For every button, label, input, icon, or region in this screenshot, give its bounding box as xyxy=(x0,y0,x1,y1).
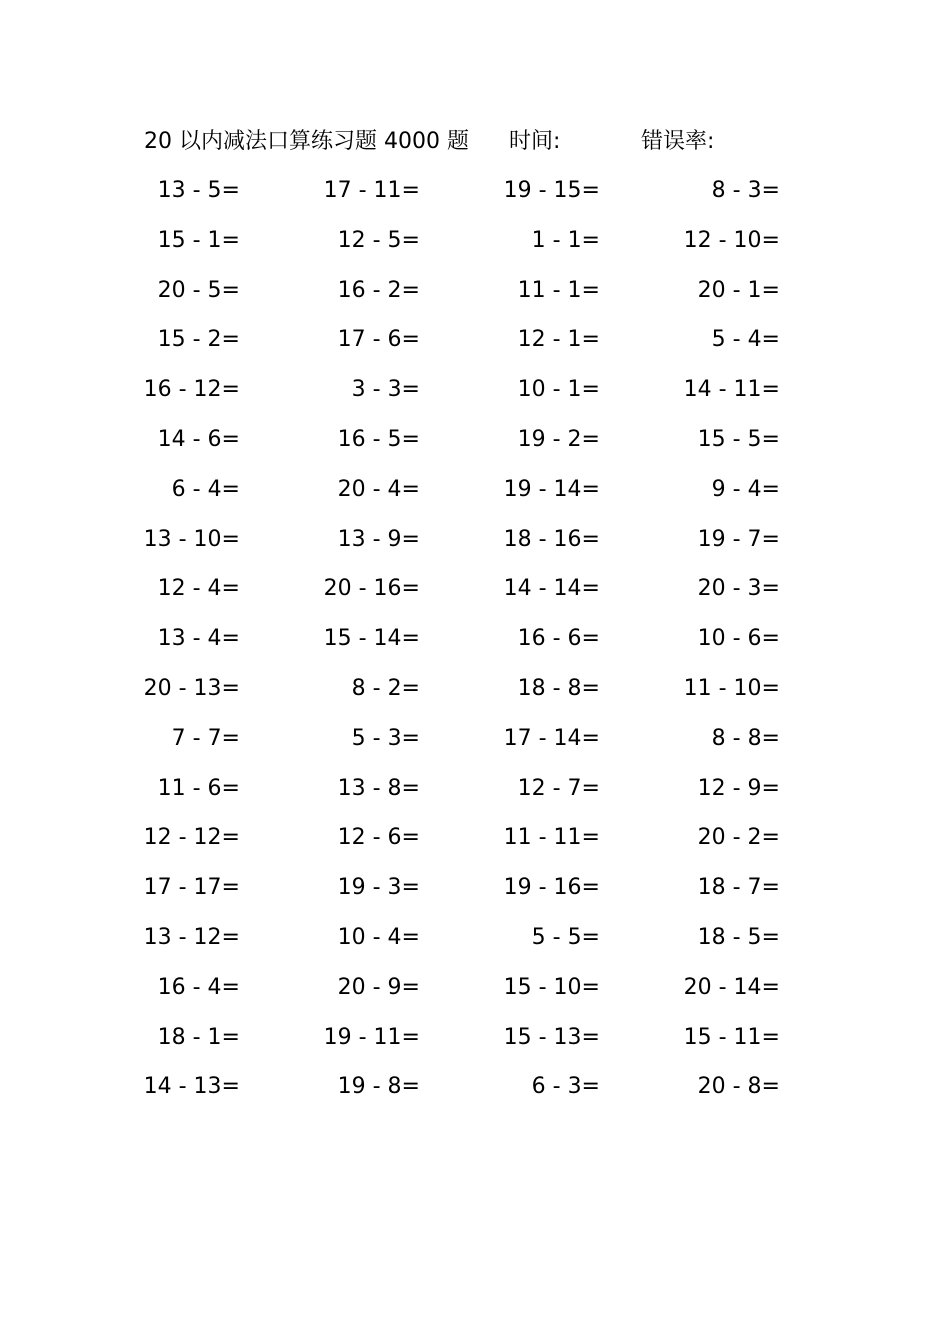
problem-item: 18 - 1= xyxy=(157,1024,240,1050)
problem-item: 5 - 3= xyxy=(351,725,420,751)
problem-item: 19 - 3= xyxy=(337,875,420,901)
problem-item: 12 - 10= xyxy=(683,227,780,253)
problem-row xyxy=(140,817,800,867)
problem-item: 13 - 9= xyxy=(337,526,420,552)
problem-item: 5 - 5= xyxy=(531,924,600,950)
worksheet-title: 20 以内减法口算练习题 4000 题 xyxy=(144,129,469,154)
problem-item: 12 - 7= xyxy=(517,775,600,801)
problem-item: 19 - 11= xyxy=(323,1024,420,1050)
problem-item: 19 - 14= xyxy=(503,476,600,502)
problem-item: 16 - 4= xyxy=(157,974,240,1000)
time-label: 时间: xyxy=(509,129,561,154)
problem-item: 10 - 6= xyxy=(697,626,780,652)
worksheet-header xyxy=(144,124,844,160)
problem-grid xyxy=(140,170,800,1116)
problem-item: 12 - 12= xyxy=(143,825,240,851)
problem-row xyxy=(140,270,800,320)
problem-item: 20 - 4= xyxy=(337,476,420,502)
problem-item: 19 - 2= xyxy=(517,426,600,452)
problem-item: 15 - 1= xyxy=(157,227,240,253)
problem-item: 12 - 1= xyxy=(517,327,600,353)
problem-item: 13 - 5= xyxy=(157,178,240,203)
problem-item: 20 - 13= xyxy=(143,675,240,701)
problem-item: 10 - 1= xyxy=(517,377,600,403)
problem-item: 9 - 4= xyxy=(711,476,780,502)
problem-item: 15 - 11= xyxy=(683,1024,780,1050)
problem-item: 20 - 1= xyxy=(697,277,780,303)
problem-row xyxy=(140,369,800,419)
problem-item: 14 - 11= xyxy=(683,377,780,403)
problem-item: 20 - 8= xyxy=(697,1074,780,1100)
problem-item: 20 - 3= xyxy=(697,576,780,602)
problem-row xyxy=(140,319,800,369)
problem-item: 16 - 2= xyxy=(337,277,420,303)
problem-item: 8 - 3= xyxy=(711,178,780,203)
problem-item: 12 - 9= xyxy=(697,775,780,801)
problem-item: 19 - 8= xyxy=(337,1074,420,1100)
problem-row xyxy=(140,618,800,668)
problem-item: 17 - 14= xyxy=(503,725,600,751)
problem-item: 15 - 13= xyxy=(503,1024,600,1050)
problem-item: 15 - 10= xyxy=(503,974,600,1000)
problem-row xyxy=(140,519,800,569)
problem-item: 5 - 4= xyxy=(711,327,780,353)
problem-item: 12 - 6= xyxy=(337,825,420,851)
problem-item: 16 - 12= xyxy=(143,377,240,403)
problem-row xyxy=(140,668,800,718)
problem-item: 15 - 2= xyxy=(157,327,240,353)
problem-item: 7 - 7= xyxy=(171,725,240,751)
problem-row xyxy=(140,768,800,818)
problem-item: 16 - 6= xyxy=(517,626,600,652)
problem-item: 8 - 2= xyxy=(351,675,420,701)
problem-item: 14 - 6= xyxy=(157,426,240,452)
problem-item: 13 - 10= xyxy=(143,526,240,552)
error-rate-label: 错误率: xyxy=(641,129,715,154)
problem-item: 6 - 4= xyxy=(171,476,240,502)
problem-item: 11 - 11= xyxy=(503,825,600,851)
problem-item: 3 - 3= xyxy=(351,377,420,403)
problem-item: 12 - 5= xyxy=(337,227,420,253)
problem-row xyxy=(140,469,800,519)
problem-item: 17 - 11= xyxy=(323,178,420,203)
problem-item: 11 - 10= xyxy=(683,675,780,701)
problem-item: 16 - 5= xyxy=(337,426,420,452)
problem-row xyxy=(140,568,800,618)
problem-item: 17 - 6= xyxy=(337,327,420,353)
problem-item: 18 - 8= xyxy=(517,675,600,701)
problem-item: 14 - 13= xyxy=(143,1074,240,1100)
problem-item: 20 - 14= xyxy=(683,974,780,1000)
problem-item: 11 - 1= xyxy=(517,277,600,303)
problem-item: 12 - 4= xyxy=(157,576,240,602)
problem-item: 19 - 15= xyxy=(503,178,600,203)
problem-item: 15 - 5= xyxy=(697,426,780,452)
problem-item: 18 - 16= xyxy=(503,526,600,552)
problem-item: 13 - 12= xyxy=(143,924,240,950)
problem-item: 18 - 5= xyxy=(697,924,780,950)
problem-item: 13 - 8= xyxy=(337,775,420,801)
problem-row xyxy=(140,917,800,967)
problem-item: 18 - 7= xyxy=(697,875,780,901)
problem-item: 13 - 4= xyxy=(157,626,240,652)
problem-item: 15 - 14= xyxy=(323,626,420,652)
problem-item: 1 - 1= xyxy=(531,227,600,253)
problem-item: 6 - 3= xyxy=(531,1074,600,1100)
problem-item: 19 - 7= xyxy=(697,526,780,552)
problem-item: 19 - 16= xyxy=(503,875,600,901)
problem-item: 20 - 9= xyxy=(337,974,420,1000)
problem-item: 20 - 2= xyxy=(697,825,780,851)
problem-item: 8 - 8= xyxy=(711,725,780,751)
problem-item: 14 - 14= xyxy=(503,576,600,602)
problem-item: 20 - 5= xyxy=(157,277,240,303)
problem-row xyxy=(140,867,800,917)
problem-row xyxy=(140,1017,800,1067)
problem-row xyxy=(140,967,800,1017)
problem-row xyxy=(140,170,800,220)
problem-row xyxy=(140,718,800,768)
problem-row xyxy=(140,419,800,469)
problem-item: 10 - 4= xyxy=(337,924,420,950)
problem-item: 17 - 17= xyxy=(143,875,240,901)
problem-row xyxy=(140,220,800,270)
problem-item: 11 - 6= xyxy=(157,775,240,801)
problem-row xyxy=(140,1066,800,1116)
problem-item: 20 - 16= xyxy=(323,576,420,602)
